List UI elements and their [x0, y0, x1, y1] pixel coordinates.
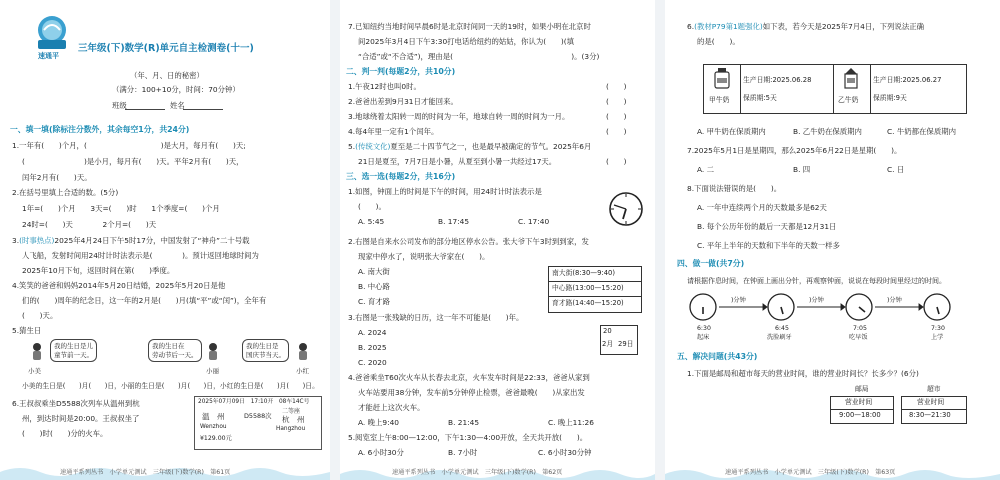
judge-5-blank[interactable]: ( ): [606, 157, 627, 166]
milk-table: [703, 64, 967, 114]
section-word-problems: 五、解决问题(共43分): [677, 352, 758, 361]
section-true-false: 二、判一判(每题2分，共10分): [346, 67, 456, 76]
section-multiple-choice: 三、选一选(每题2分，共16分): [346, 172, 456, 181]
choice-7-option-b[interactable]: B. 四: [793, 165, 811, 174]
choice-1: 1.如图，钟面上的时间是下午的时间，用24时计时法表示是: [348, 187, 542, 196]
clock-time-3: 7:05: [853, 325, 867, 332]
paper-score-time: （满分：100+10分，时间：70分钟）: [112, 85, 240, 94]
choice-4: 4.爸爸乘坐T60次火车从长春去北京，火车发车时间是22:33，爸爸从家到: [348, 373, 590, 382]
post-office-hours-header: 营业时间: [845, 398, 873, 406]
post-office-hours-value: 9:00—18:00: [839, 411, 881, 419]
brand-logo-icon: [34, 14, 74, 54]
minutes-blank-3[interactable]: )分钟: [887, 297, 902, 304]
question-5: 5.猜生日: [12, 326, 42, 335]
page-62: [340, 0, 655, 480]
ticket-to: 杭 州: [282, 415, 305, 424]
clock-face-icon: [608, 191, 644, 227]
milk-a-shelf-life: 保质期:5天: [743, 94, 777, 102]
milk-table-divider: [833, 64, 834, 113]
section-hands-on: 四、做一做(共7分): [677, 259, 745, 268]
ticket-from-en: Wenzhou: [200, 424, 227, 430]
page-footer: 速通平系列丛书 小学单元测试 三年级(下)数学(R) 第63页: [725, 469, 896, 476]
calendar-year: 20: [603, 327, 612, 335]
choice-4-line2: 火车站要用38分钟，发车前5分钟停止检票，爸爸最晚( )从家出发: [358, 388, 585, 397]
choice-4-option-a[interactable]: A. 晚上9:40: [358, 418, 400, 427]
choice-3-option-a[interactable]: A. 2024: [358, 328, 387, 337]
milk-a-label: 甲牛奶: [709, 96, 730, 104]
judge-4: 4.每4年里一定有1个闰年。: [348, 127, 439, 136]
question-5-answer: 小美的生日是( )月( )日，小丽的生日是( )月( )日，小红的生日是( )月( )日。: [22, 382, 319, 390]
supermarket-label: 超市: [927, 385, 941, 393]
choice-3-option-b[interactable]: B. 2025: [358, 343, 387, 352]
choice-8: 8.下面说法错误的是( )。: [687, 184, 782, 193]
clock-face-icon: [690, 294, 716, 320]
judge-2-blank[interactable]: ( ): [606, 97, 627, 106]
choice-1-line2: ( )。: [358, 202, 386, 211]
choice-7-option-a[interactable]: A. 二: [697, 165, 715, 174]
speech-bubble-xiaomei: 我的生日是儿 童节前一天。: [50, 339, 97, 362]
choice-4-option-b[interactable]: B. 21:45: [448, 418, 480, 427]
class-blank[interactable]: [125, 109, 165, 110]
clock-activity-2: 洗脸刷牙: [767, 334, 792, 341]
choice-6-line2: 的是( )。: [697, 37, 740, 46]
question-4-line2: 们的( )周年的纪念日，这一年的2月是( )月(填“平”或“闰”)，全年有: [22, 296, 267, 305]
choice-8-option-b[interactable]: B. 每个公历年份的最后一天都是12月31日: [697, 222, 837, 231]
judge-4-blank[interactable]: ( ): [606, 127, 627, 136]
minutes-blank-2[interactable]: )分钟: [809, 297, 824, 304]
brand-logo-text: 速通平: [38, 52, 59, 60]
girl-figure-icon: [30, 342, 44, 362]
milk-table-divider: [870, 64, 871, 113]
page-63: [665, 0, 1000, 480]
ticket-train: D5588次: [244, 412, 272, 420]
choice-5-option-a[interactable]: A. 6小时30分: [358, 448, 404, 457]
notice-row-nandajie: 南大街(8:30—9:40): [552, 269, 616, 277]
notice-divider: [549, 281, 641, 282]
page-footer: 速通平系列丛书 小学单元测试 三年级(下)数学(R) 第62页: [392, 469, 563, 476]
notice-row-yucailu: 育才路(14:40—15:20): [552, 299, 624, 307]
choice-8-option-a[interactable]: A. 一年中连续两个月的天数最多是62天: [697, 203, 827, 212]
clock-face-icon: [768, 294, 794, 320]
judge-3: 3.地球绕着太阳转一周的时间为一年，地球自转一周的时间为一月。: [348, 112, 570, 121]
question-4: 4.笑笑的爸爸和妈妈2014年5月20日结婚，2025年5月20日是他: [12, 281, 226, 290]
calendar-month: 2月: [602, 340, 614, 348]
choice-3-option-c[interactable]: C. 2020: [358, 358, 387, 367]
choice-2-option-a[interactable]: A. 南大街: [358, 267, 390, 276]
clock-activity-3: 吃早饭: [849, 334, 868, 341]
question-6-line3: ( )时( )分的火车。: [22, 429, 108, 438]
question-3-line2: 人飞船，发射时间用24时计时法表示是( )。预计返回地球时间为: [22, 251, 259, 260]
choice-6: 6.(教材P79第1题强化)如下表，若今天是2025年7月4日，下列说法正确: [687, 22, 924, 31]
choice-2: 2.右图是自来水公司发布的部分地区停水公告。张大爷下午3时到到家，发: [348, 237, 589, 246]
question-7-line2: 间2025年3月4日下午3:30打电话给纽约的姑姑，你认为( )(填: [358, 37, 575, 46]
question-1-line2: ( )是小月，每月有( )天。平年2月有( )天，: [22, 157, 244, 166]
ticket-seat: 二等座: [282, 408, 301, 415]
choice-5-option-c[interactable]: C. 6小时30分钟: [538, 448, 592, 457]
choice-4-option-c[interactable]: C. 晚上11:26: [548, 418, 594, 427]
question-2: 2.在括号里填上合适的数。(5分): [12, 188, 119, 197]
choice-6-option-b[interactable]: B. 乙牛奶在保质期内: [793, 127, 862, 136]
choice-1-option-a[interactable]: A. 5:45: [358, 217, 385, 226]
choice-5-option-b[interactable]: B. 7小时: [448, 448, 478, 457]
post-office-label: 邮局: [855, 385, 869, 393]
milk-bottle-icon: [714, 68, 730, 88]
kid-label-xiaohong: 小红: [296, 367, 309, 375]
question-3-line3: 2025年10月下旬，返回时间在第( )季度。: [22, 266, 175, 275]
supermarket-hours-header: 营业时间: [917, 398, 945, 406]
ticket-date: 2025年07月09日 17:10开 08车14C号: [198, 399, 310, 405]
ticket-to-en: Hangzhou: [276, 426, 306, 432]
choice-2-line2: 现家中停水了，说明张大爷家在( )。: [358, 252, 490, 261]
question-1-line3: 闰年2月有( )天。: [22, 173, 92, 182]
choice-7: 7.2025年5月1日是星期四，那么2025年6月22日是星期( )。: [687, 146, 902, 155]
name-blank[interactable]: [183, 109, 223, 110]
clock-time-2: 6:45: [775, 325, 789, 332]
clock-activity-4: 上学: [931, 334, 944, 341]
question-6-line2: 州，到达时间是20:00。王叔叔坐了: [22, 414, 140, 423]
page-gap: [330, 0, 340, 480]
question-1: 1.一年有( )个月，( )是大月，每月有( )天;: [12, 141, 246, 150]
judge-1: 1.午夜12时也叫0时。: [348, 82, 421, 91]
problem-1: 1.下面是邮局和超市每天的营业时间，谁的营业时间长？长多少？(6分): [687, 369, 919, 378]
judge-2: 2.爸爸出差到9月31日才能回来。: [348, 97, 458, 106]
milk-b-label: 乙牛奶: [838, 96, 859, 104]
page-61: [0, 0, 330, 480]
clock-face-icon: [846, 294, 872, 320]
choice-1-option-b[interactable]: B. 17:45: [438, 217, 470, 226]
choice-2-option-b[interactable]: B. 中心路: [358, 282, 390, 291]
choice-3: 3.右图是一张残缺的日历，这一年不可能是( )年。: [348, 313, 524, 322]
notice-divider: [549, 296, 641, 297]
choice-8-option-c[interactable]: C. 平年上半年的天数和下半年的天数一样多: [697, 241, 840, 250]
page-gap: [655, 0, 665, 480]
ticket-from: 温 州: [202, 412, 225, 421]
clock-face-icon: [924, 294, 950, 320]
question-7-line3: “合适”或“不合适”)，理由是( )。(3分): [358, 52, 600, 61]
girl-figure-icon: [296, 342, 310, 362]
choice-6-option-c[interactable]: C. 牛奶都在保质期内: [887, 127, 956, 136]
kid-label-xiaoli: 小丽: [206, 367, 219, 375]
question-4-line3: ( )天。: [22, 311, 58, 320]
milk-b-shelf-life: 保质期:9天: [873, 94, 907, 102]
choice-2-option-c[interactable]: C. 育才路: [358, 297, 391, 306]
class-label: 班级: [112, 101, 127, 110]
choice-6-option-a[interactable]: A. 甲牛奶在保质期内: [697, 127, 766, 136]
judge-3-blank[interactable]: ( ): [606, 112, 627, 121]
notice-row-zhongxinlu: 中心路(13:00—15:20): [552, 284, 624, 292]
calendar-day: 29日: [618, 340, 634, 348]
supermarket-hours-value: 8:30—21:30: [909, 411, 951, 419]
judge-1-blank[interactable]: ( ): [606, 82, 627, 91]
hours-divider: [831, 409, 893, 410]
paper-title: 三年级(下)数学(R)单元自主检测卷(十一): [78, 43, 254, 54]
speech-bubble-xiaohong: 我的生日是 国庆节当天。: [242, 339, 289, 362]
question-6: 6.王叔叔乘坐D5588次列车从温州到杭: [12, 399, 140, 408]
choice-5: 5.阅览室上午8:00—12:00，下午1:30—4:00开放，全天共开放( )。: [348, 433, 588, 442]
kid-label-xiaomei: 小美: [28, 367, 41, 375]
question-2-row1: 1年=( )个月 3天=( )时 1个季度=( )个月: [22, 204, 220, 213]
question-2-row2: 24时=( )天 2个月=( )天: [22, 220, 157, 229]
page-footer: 速通平系列丛书 小学单元测试 三年级(下)数学(R) 第61页: [60, 469, 231, 476]
choice-1-option-c[interactable]: C. 17:40: [518, 217, 550, 226]
question-3: 3.(时事热点)2025年4月24日下午5时17分，中国发射了“神舟”二十号载: [12, 236, 250, 245]
judge-5-line2: 21日是夏至，7月7日是小暑，从夏至到小暑一共经过17天。: [358, 157, 557, 166]
hours-divider: [902, 409, 966, 410]
milk-a-date: 生产日期:2025.06.28: [743, 76, 812, 84]
choice-4-line3: 才能赶上这次火车。: [358, 403, 425, 412]
speech-bubble-xiaoli: 我的生日在 劳动节后一天。: [148, 339, 202, 362]
judge-5: 5.(传统文化)夏至是二十四节气之一，也是最早被确定的节气。2025年6月: [348, 142, 592, 151]
paper-topic: （年、月、日的秘密）: [130, 71, 204, 80]
clock-time-4: 7:30: [931, 325, 945, 332]
question-7: 7.已知纽约当地时间早晨6时是北京时间同一天的19时，如果小明在北京时: [348, 22, 591, 31]
clock-row: [673, 292, 993, 324]
milk-b-date: 生产日期:2025.06.27: [873, 76, 942, 84]
clock-activity-1: 起床: [697, 334, 710, 341]
clock-time-1: 6:30: [697, 325, 711, 332]
girl-figure-icon: [206, 342, 220, 362]
name-label: 姓名: [170, 101, 185, 110]
ticket-price: ¥129.00元: [200, 435, 232, 442]
section-fill-in: 一、填一填(除标注分数外，其余每空1分，共24分): [10, 125, 190, 134]
minutes-blank-1[interactable]: )分钟: [731, 297, 746, 304]
milk-carton-icon: [843, 68, 859, 88]
milk-table-divider: [740, 64, 741, 113]
hands-on-instruction: 请根据作息时间，在钟面上画出分针，再观察钟面，说说在每段时间里经过的时间。: [687, 277, 946, 285]
choice-7-option-c[interactable]: C. 日: [887, 165, 905, 174]
